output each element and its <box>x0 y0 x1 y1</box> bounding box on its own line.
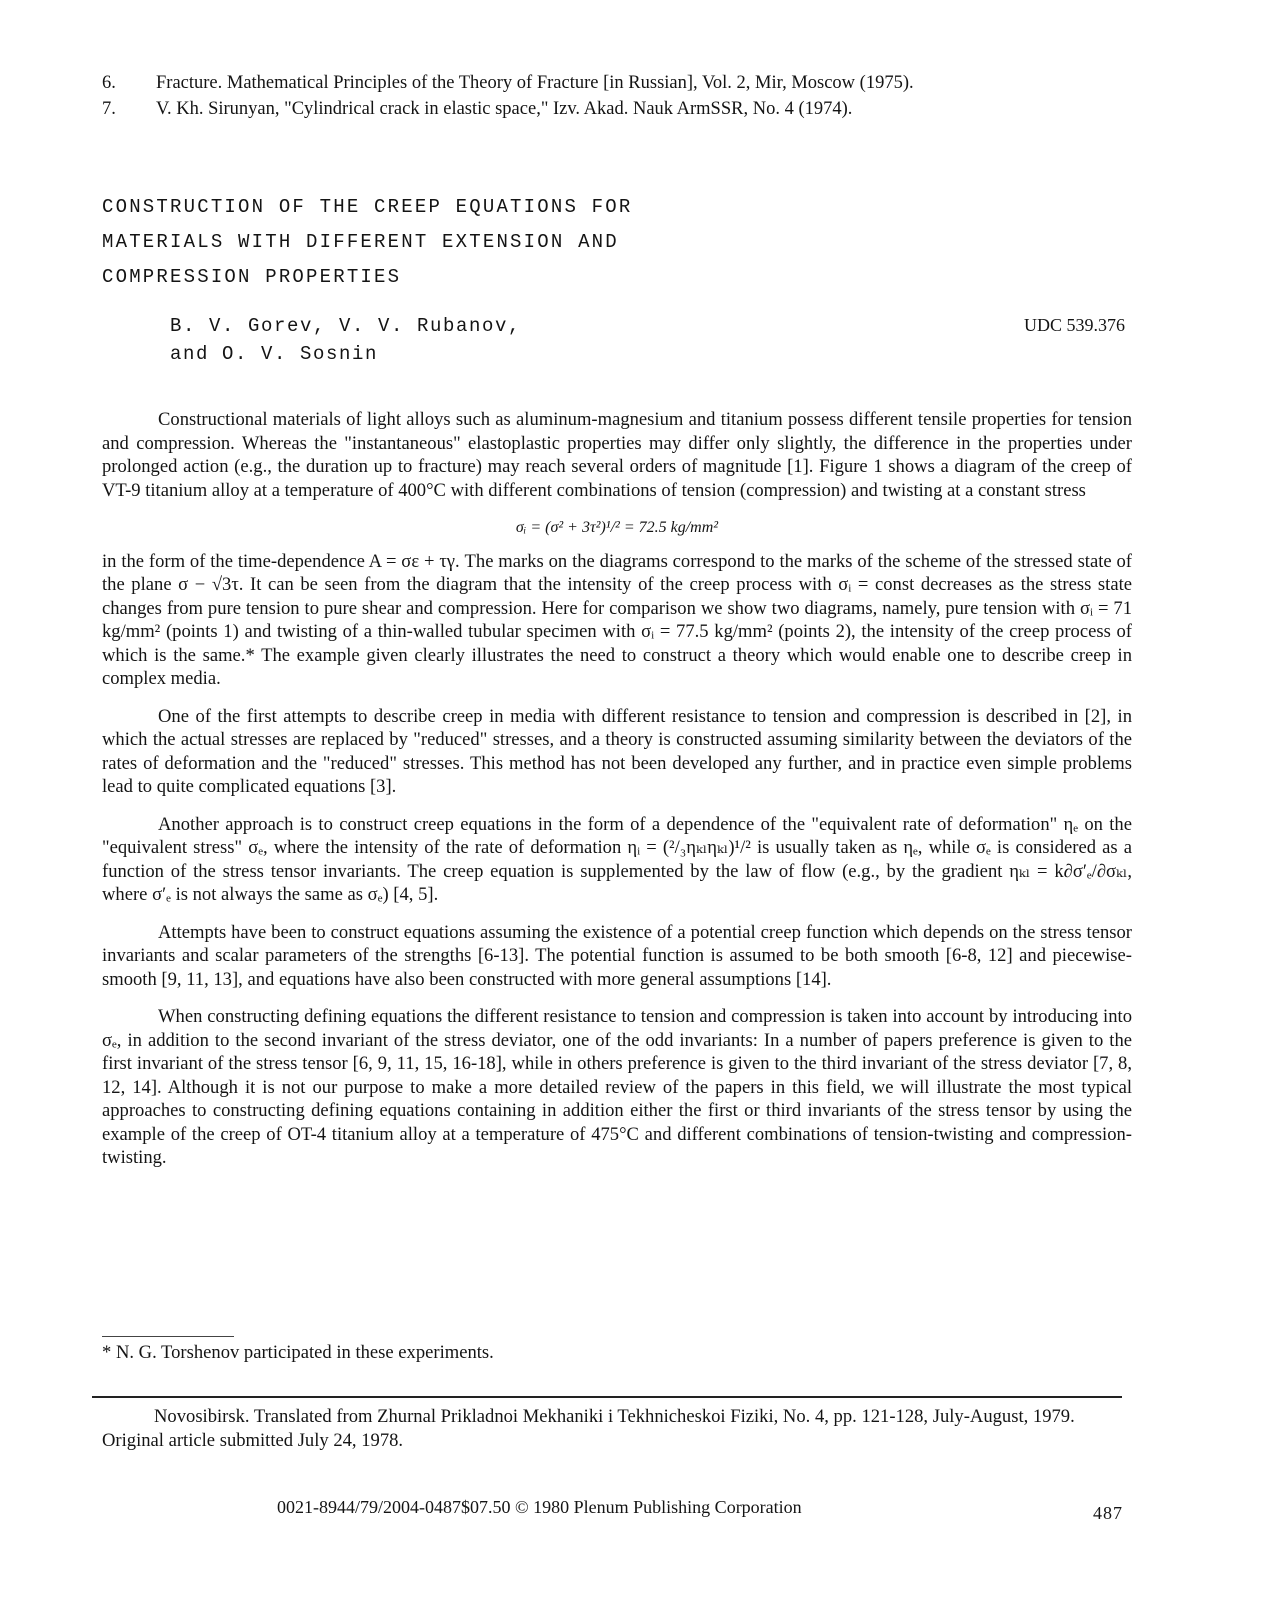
reference-item <box>102 96 1162 122</box>
udc-code: UDC 539.376 <box>1023 315 1125 335</box>
reference-text: V. Kh. Sirunyan, "Cylindrical crack in elastic space," Izv. Akad. Nauk ArmSSR, No. 4 (1974). <box>156 99 853 119</box>
reference-item <box>102 70 1162 96</box>
paragraph-potential-function: Attempts have been to construct equations assuming the existence of a potential creep function which depends on the stress tensor invariants and scalar parameters of the strengths [6-13]. The potential function is assumed to be both smooth [6-8, 12] and piecewise-smooth [9, 11, 13], and equations have also been constructed with more general assumptions [14]. <box>102 921 1132 990</box>
paragraph-intro: Constructional materials of light alloys such as aluminum-magnesium and titanium possess different tensile properties for tension and compression. Whereas the "instantaneous" elastoplastic properties may differ only slightly, the difference in the properties under prolonged action (e.g., the duration up to fracture) may reach several orders of magnitude [1]. Figure 1 shows a diagram of the creep of VT-9 titanium alloy at a temperature of 400°C with different combinations of tension (compression) and twisting at a constant stress <box>102 409 1132 501</box>
reference-text: Fracture. Mathematical Principles of the Theory of Fracture [in Russian], Vol. 2, Mir, Moscow (1975). <box>156 73 914 93</box>
paragraph-defining-equations: When constructing defining equations the different resistance to tension and compression is taken into account by introducing into σₑ, in addition to the second invariant of the stress deviator, one of the odd invariants: In a number of papers preference is given to the first invariant of the stress tensor [6, 9, 11, 15, 16-18], while in others preference is given to the third invariant of the stress deviator [7, 8, 12, 14]. Although it is not our purpose to make a more detailed review of the papers in this field, we will illustrate the most typical approaches to constructing defining equations containing in addition either the first or third invariants of the stress tensor by using the example of the creep of OT-4 titanium alloy at a temperature of 475°C and different combinations of tension-twisting and compression-twisting. <box>102 1006 1132 1168</box>
title-line: CONSTRUCTION OF THE CREEP EQUATIONS FOR <box>102 196 633 218</box>
reference-list <box>102 70 1162 122</box>
authors-line: and O. V. Sosnin <box>170 343 379 365</box>
title-line: MATERIALS WITH DIFFERENT EXTENSION AND <box>102 231 619 253</box>
source-divider <box>92 1396 1122 1398</box>
reference-number: 7. <box>102 99 116 119</box>
copyright-footer: 0021-8944/79/2004-0487$07.50 © 1980 Plenum Publishing Corporation <box>277 1497 802 1517</box>
reference-number: 6. <box>102 73 116 93</box>
footnote-divider <box>102 1336 234 1337</box>
paragraph-reduced-stresses: One of the first attempts to describe creep in media with different resistance to tension and compression is described in [2], in which the actual stresses are replaced by "reduced" stresses, and a theory is constructed assuming similarity between the deviators of the rates of deformation and the "reduced" stresses. This method has not been developed any further, and in practice even simple problems lead to quite complicated equations [3]. <box>102 705 1132 797</box>
page-number: 487 <box>1093 1503 1123 1523</box>
article-title <box>102 190 802 295</box>
authors-line: B. V. Gorev, V. V. Rubanov, <box>170 315 522 337</box>
paragraph-creep-diagram: in the form of the time-dependence A = σε + τγ. The marks on the diagrams correspond to the marks of the scheme of the stressed state of the plane σ − √3τ. It can be seen from the diagram that the intensity of the creep process with σᵢ = const decreases as the stress state changes from pure tension to pure shear and compression. Here for comparison we show two diagrams, namely, pure tension with σᵢ = 71 kg/mm² (points 1) and twisting of a thin-walled tubular specimen with σᵢ = 77.5 kg/mm² (points 2), the intensity of the creep process of which is the same.* The example given clearly illustrates the need to construct a theory which would enable one to describe creep in complex media. <box>102 550 1132 689</box>
article-authors <box>170 312 521 368</box>
source-note: Novosibirsk. Translated from Zhurnal Prikladnoi Mekhaniki i Tekhnicheskoi Fiziki, No. 4, pp. 121-128, July-August, 1979. Original article submitted July 24, 1978. <box>102 1406 1075 1451</box>
translation-source <box>102 1405 1132 1453</box>
article-body <box>102 408 1132 1184</box>
paragraph-equivalent-rate: Another approach is to construct creep equations in the form of a dependence of the "equivalent rate of deformation" ηₑ on the "equivalent stress" σₑ, where the intensity of the rate of deformation ηᵢ = (²/₃ηₖₗηₖₗ)¹/² is usually taken as ηₑ, while σₑ is considered as a function of the stress tensor invariants. The creep equation is supplemented by the law of flow (e.g., by the gradient ηₖₗ = k∂σ′ₑ/∂σₖₗ, where σ′ₑ is not always the same as σₑ) [4, 5]. <box>102 813 1132 905</box>
stress-equation: σᵢ = (σ² + 3τ²)¹/² = 72.5 kg/mm² <box>515 519 719 536</box>
title-line: COMPRESSION PROPERTIES <box>102 266 402 288</box>
footnote: * N. G. Torshenov participated in these experiments. <box>102 1342 494 1363</box>
